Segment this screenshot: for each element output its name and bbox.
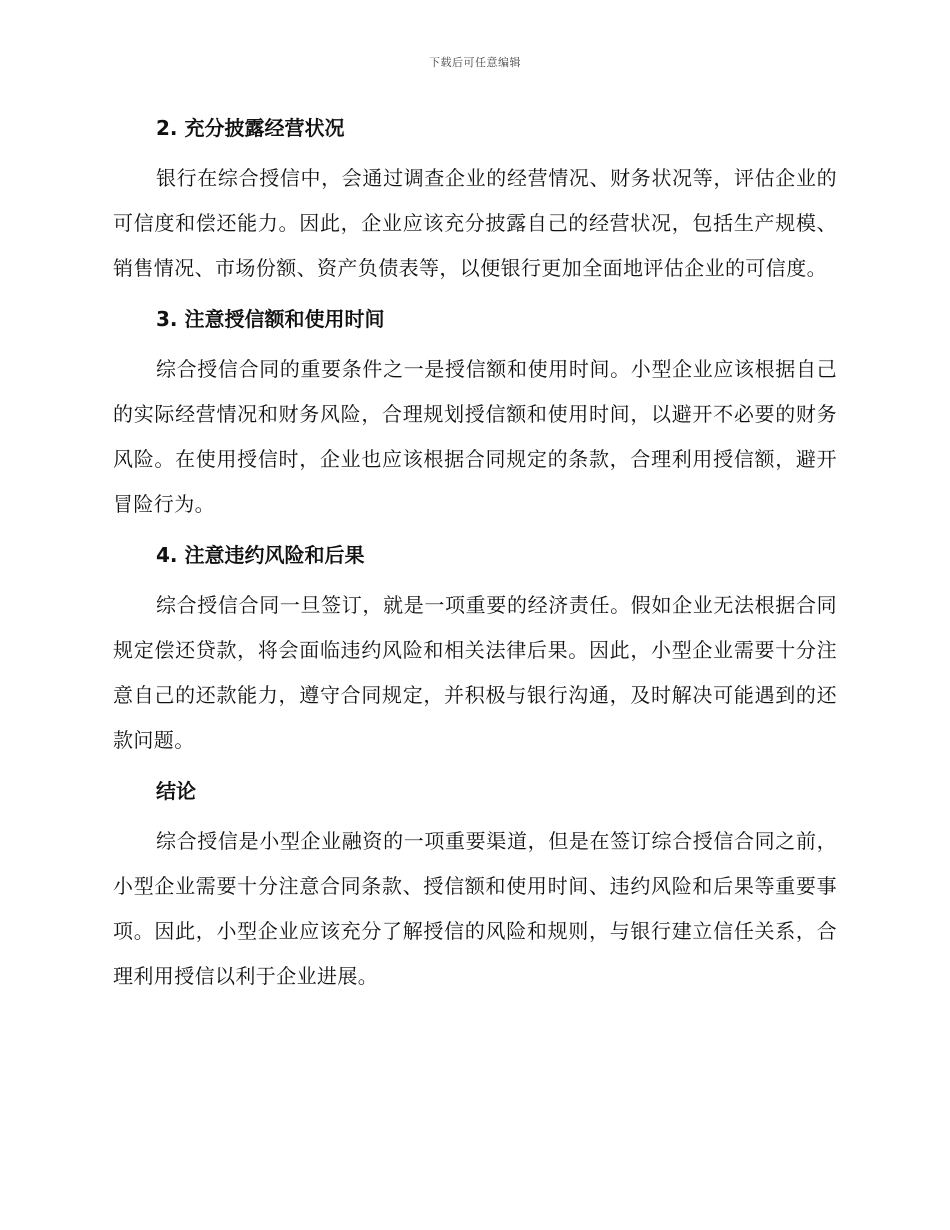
- document-body: [113, 112, 837, 999]
- section-paragraph-disclosure: 银行在综合授信中，会通过调查企业的经营情况、财务状况等，评估企业的可信度和偿还能力。因此，企业应该充分披露自己的经营状况，包括生产规模、销售情况、市场份额、资产负债表等，以便银行更加全面地评估企业的可信度。: [113, 166, 837, 280]
- section-heading-credit-amount: 3. 注意授信额和使用时间: [156, 307, 385, 331]
- section-paragraph-conclusion: 综合授信是小型企业融资的一项重要渠道，但是在签订综合授信合同之前，小型企业需要十分注意合同条款、授信额和使用时间、违约风险和后果等重要事项。因此，小型企业应该充分了解授信的风险和规则，与银行建立信任关系，合理利用授信以利于企业进展。: [113, 829, 837, 988]
- section-paragraph-credit-amount: 综合授信合同的重要条件之一是授信额和使用时间。小型企业应该根据自己的实际经营情况和财务风险，合理规划授信额和使用时间，以避开不必要的财务风险。在使用授信时，企业也应该根据合同规定的条款，合理利用授信额，避开冒险行为。: [113, 357, 837, 516]
- section-heading-default-risk: 4. 注意违约风险和后果: [156, 543, 365, 567]
- section-heading-conclusion: 结论: [156, 779, 196, 803]
- section-heading-disclosure: 2. 充分披露经营状况: [156, 116, 345, 140]
- page-header: 下载后可任意编辑: [429, 56, 521, 69]
- section-paragraph-default-risk: 综合授信合同一旦签订，就是一项重要的经济责任。假如企业无法根据合同规定偿还贷款，将会面临违约风险和相关法律后果。因此，小型企业需要十分注意自己的还款能力，遵守合同规定，并积极与银行沟通，及时解决可能遇到的还款问题。: [113, 593, 837, 752]
